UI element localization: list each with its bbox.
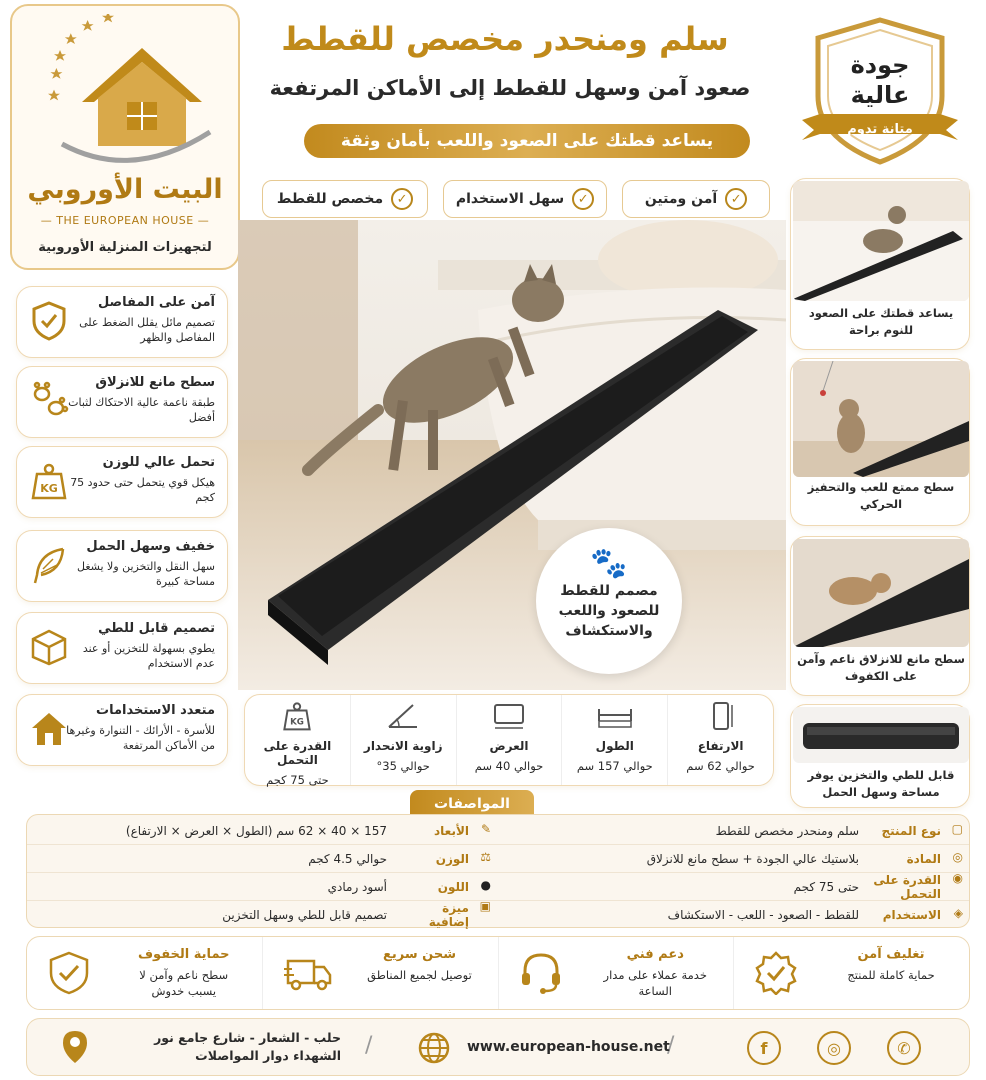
service-desc: حماية كاملة للمنتج	[847, 968, 935, 982]
dimensions-strip	[244, 694, 774, 786]
ruler-icon: ✎	[480, 821, 491, 836]
dim-capacity	[245, 695, 350, 785]
feature-desc: للأسرة - الأرائك - التنوارة وغيرها من الأماكن المرتفعة	[66, 724, 215, 752]
service-shipping	[262, 937, 498, 1009]
spec-row	[497, 870, 969, 901]
dim-angle	[350, 695, 456, 785]
badge-line2: متانة تدوم	[847, 122, 913, 137]
cat-ramp-illustration	[238, 220, 786, 690]
length-icon	[595, 701, 635, 731]
side-card-caption: قابل للطي والتخزين يوفر مساحة وسهل الحمل	[807, 768, 955, 799]
dim-value: حوالي 40 سم	[474, 759, 544, 773]
dim-label: العرض	[489, 739, 529, 753]
header-ribbon: يساعد قطتك على الصعود واللعب بأمان وثقة	[304, 124, 750, 158]
shield-check-icon	[47, 951, 91, 995]
spec-key: اللون	[437, 879, 469, 894]
service-desc: توصيل لجميع المناطق	[367, 968, 472, 982]
dim-length	[561, 695, 667, 785]
whatsapp-icon[interactable]: ✆	[887, 1031, 921, 1065]
cat-bed-photo	[793, 181, 969, 301]
dim-label: زاوية الانحدار	[363, 739, 443, 753]
feature-multi-use	[16, 694, 228, 766]
pill-safe	[622, 180, 770, 218]
main-product-photo	[238, 220, 786, 690]
side-card-caption: يساعد قطتك على الصعود للنوم براحة	[808, 306, 954, 337]
page-subtitle: صعود آمن وسهل للقطط إلى الأماكن المرتفعة	[269, 76, 751, 100]
side-card-sleep	[790, 178, 970, 350]
feature-title: آمن على المفاصل	[97, 295, 215, 310]
box-icon: ▢	[951, 821, 963, 836]
service-title: شحن سريع	[382, 947, 456, 962]
service-title: دعم فني	[626, 947, 684, 962]
brand-name-ar: البيت الأوروبي	[27, 174, 223, 205]
height-icon	[706, 701, 736, 731]
side-card-caption: سطح ممتع للعب والتحفيز الحركي	[807, 480, 955, 511]
spec-value: 157 × 40 × 62 سم (الطول × العرض × الارتفاع)	[125, 823, 387, 838]
cat-ramp-photo	[793, 539, 969, 647]
footer-separator: /	[667, 1033, 675, 1058]
spec-value: للقطط - الصعود - اللعب - الاستكشاف	[667, 908, 859, 922]
badge-line1: جودة عالية	[850, 51, 910, 109]
folded-ramp-photo	[793, 707, 969, 763]
dim-label: القدرة على التحمل	[263, 739, 332, 767]
badge-check-icon	[754, 951, 798, 995]
spec-key: الأبعاد	[434, 823, 469, 838]
pill-label: آمن ومتين	[644, 191, 718, 207]
truck-icon	[283, 951, 335, 995]
service-title: تغليف آمن	[857, 947, 925, 962]
feature-title: تحمل عالي للوزن	[102, 455, 215, 470]
service-packaging	[733, 937, 969, 1009]
feature-joint-safe	[16, 286, 228, 358]
pill-label: مخصص للقطط	[276, 191, 384, 207]
service-support	[498, 937, 734, 1009]
feature-anti-slip	[16, 366, 228, 438]
spec-key: الاستخدام	[882, 908, 941, 922]
address-text: حلب - الشعار - شارع جامع نور الشهداء دوار المواصلات	[154, 1030, 341, 1063]
brand-logo-card	[10, 4, 240, 270]
usage-icon: ◈	[953, 906, 963, 920]
dim-label: الارتفاع	[697, 739, 744, 753]
spec-key: ميزة إضافية	[428, 901, 469, 929]
design-bubble	[536, 528, 682, 674]
dim-label: الطول	[595, 739, 634, 753]
globe-icon	[417, 1031, 451, 1065]
bubble-text: مصمم للقطط للصعود واللعب والاستكشاف	[558, 583, 660, 639]
feature-title: خفيف وسهل الحمل	[86, 539, 215, 554]
dim-height	[667, 695, 773, 785]
spec-key: الوزن	[435, 851, 469, 866]
paw-icon: 🐾	[590, 546, 628, 581]
specs-table	[26, 814, 970, 928]
feature-title: سطح مانع للانزلاق	[95, 375, 215, 390]
feature-desc: طبقة ناعمة عالية الاحتكاك لثبات أفضل	[68, 396, 215, 424]
cat-play-photo	[793, 361, 969, 477]
color-swatch-icon: ●	[480, 877, 491, 892]
spec-value: حتى 75 كجم	[793, 879, 859, 894]
spec-row	[27, 873, 497, 901]
capacity-icon: ◉	[952, 870, 963, 885]
dim-value: حوالي 35°	[376, 759, 430, 773]
service-paw-protect	[27, 937, 262, 1009]
quality-badge	[800, 16, 960, 166]
location-pin-icon	[61, 1029, 89, 1065]
spec-row	[497, 845, 969, 873]
service-desc: خدمة عملاء على مدار الساعة	[603, 968, 707, 998]
brand-tagline: لتجهيزات المنزلية الأوروبية	[38, 240, 212, 255]
spec-row	[27, 845, 497, 873]
feature-title: متعدد الاستخدامات	[96, 703, 215, 718]
material-icon: ◎	[952, 849, 963, 864]
instagram-icon[interactable]: ◎	[817, 1031, 851, 1065]
side-card-fold	[790, 704, 970, 808]
spec-row	[497, 901, 969, 929]
angle-icon	[385, 701, 421, 731]
footer-bar	[26, 1018, 970, 1076]
spec-value: أسود رمادي	[327, 879, 387, 894]
spec-row	[27, 901, 497, 929]
feature-foldable	[16, 612, 228, 684]
feature-desc: هيكل قوي يتحمل حتى حدود 75 كجم	[70, 476, 215, 504]
pill-easy	[443, 180, 607, 218]
feature-light	[16, 530, 228, 602]
dim-width	[456, 695, 562, 785]
side-card-antislip	[790, 536, 970, 696]
spec-value: بلاستيك عالي الجودة + سطح مانع للانزلاق	[646, 851, 859, 866]
spec-key: نوع المنتج	[881, 823, 941, 838]
spec-value: سلم ومنحدر مخصص للقطط	[715, 823, 859, 838]
website-link[interactable]: www.european-house.net	[467, 1039, 670, 1055]
feature-title: تصميم قابل للطي	[98, 621, 215, 636]
service-desc: سطح ناعم وآمن لا يسبب خدوش	[139, 968, 229, 998]
dim-value: حوالي 157 سم	[576, 759, 653, 773]
kg-weight-icon	[282, 701, 312, 731]
spec-value: تصميم قابل للطي وسهل التخزين	[222, 908, 387, 922]
specs-title: المواصفات	[410, 790, 534, 818]
box-icon: ▣	[479, 899, 491, 913]
scale-icon: ⚖	[480, 849, 491, 864]
side-card-caption: سطح مانع للانزلاق ناعم وآمن على الكفوف	[797, 652, 965, 683]
pill-cats	[262, 180, 428, 218]
brand-name-en: — THE EUROPEAN HOUSE —	[40, 214, 210, 227]
footer-separator: /	[365, 1033, 373, 1058]
check-icon: ✓	[725, 188, 747, 210]
check-icon: ✓	[572, 188, 594, 210]
check-icon: ✓	[391, 188, 413, 210]
feature-weight	[16, 446, 228, 518]
facebook-icon[interactable]: f	[747, 1031, 781, 1065]
spec-value: حوالي 4.5 كجم	[308, 851, 387, 866]
house-logo-icon	[42, 14, 212, 174]
spec-key: المادة	[906, 851, 941, 866]
pill-label: سهل الاستخدام	[455, 191, 565, 207]
headset-icon	[519, 951, 563, 995]
dim-value: حوالي 62 سم	[686, 759, 755, 773]
side-card-play	[790, 358, 970, 526]
dim-value: حتى 75 كجم	[266, 773, 329, 787]
spec-row	[27, 817, 497, 845]
width-icon	[489, 701, 529, 731]
service-title: حماية الخفوف	[137, 947, 230, 962]
feature-desc: يطوي بسهولة للتخزين أو عند عدم الاستخدام	[82, 642, 215, 670]
feature-desc: سهل النقل والتخزين ولا يشغل مساحة كبيرة	[77, 560, 215, 588]
svg-text:KG: KG	[40, 482, 58, 495]
feature-desc: تصميم مائل يقلل الضغط على المفاصل والظهر	[79, 316, 215, 344]
spec-row	[497, 817, 969, 845]
services-strip	[26, 936, 970, 1010]
page-title: سلم ومنحدر مخصص للقطط	[281, 20, 729, 58]
svg-text:KG: KG	[290, 717, 305, 728]
spec-key: القدرة على التحمل	[873, 872, 941, 901]
